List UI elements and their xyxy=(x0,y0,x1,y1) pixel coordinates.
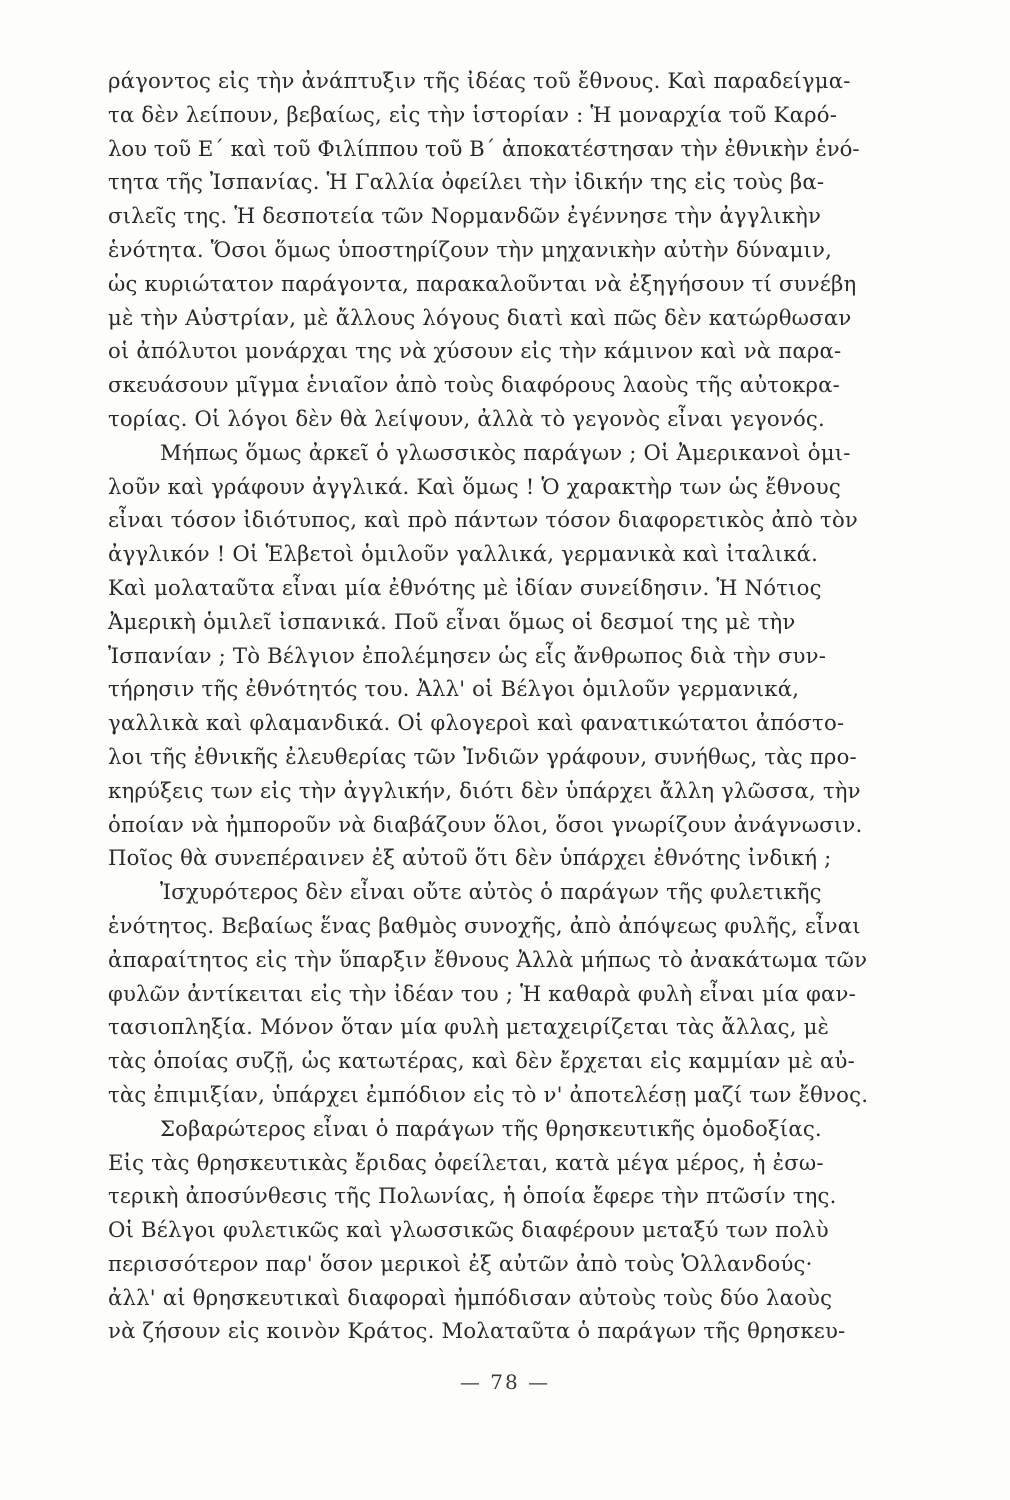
text-line: Καὶ μολαταῦτα εἶναι μία ἐθνότης μὲ ἰδίαν συνείδησιν. Ἡ Νότιος xyxy=(108,574,822,600)
paragraph-first-line: Ἰσχυρότερος δὲν εἶναι οὔτε αὐτὸς ὁ παράγων τῆς φυλετικῆς xyxy=(160,879,822,905)
page-number: — 78 — xyxy=(459,1370,551,1394)
text-line: λου τοῦ Ε΄ καὶ τοῦ Φιλίππου τοῦ Β΄ ἀποκατέστησαν τὴν ἐθνικὴν ἑνό- xyxy=(108,135,860,161)
text-line: περισσότερον παρ' ὅσον μερικοὶ ἐξ αὐτῶν ἀπὸ τοὺς Ὁλλανδούς· xyxy=(108,1250,813,1276)
text-line: λοι τῆς ἐθνικῆς ἐλευθερίας τῶν Ἰνδιῶν γράφουν, συνήθως, τὰς προ- xyxy=(108,743,857,769)
text-line: τὰς ἐπιμιξίαν, ὑπάρχει ἐμπόδιον εἰς τὸ ν' ἀποτελέσῃ μαζί των ἔθνος. xyxy=(108,1081,869,1107)
text-line: σκευάσουν μῖγμα ἑνιαῖον ἀπὸ τοὺς διαφόρους λαοὺς τῆς αὐτοκρα- xyxy=(108,372,841,398)
text-line: ἀγγλικόν ! Οἱ Ἑλβετοὶ ὁμιλοῦν γαλλικά, γερμανικὰ καὶ ἰταλικά. xyxy=(108,541,819,567)
text-line: φυλῶν ἀντίκειται εἰς τὴν ἰδέαν του ; Ἡ καθαρὰ φυλὴ εἶναι μία φαν- xyxy=(108,980,856,1006)
text-line: μὲ τὴν Αὐστρίαν, μὲ ἄλλους λόγους διατὶ καὶ πῶς δὲν κατώρθωσαν xyxy=(108,304,852,330)
text-line: ἀπαραίτητος εἰς τὴν ὕπαρξιν ἔθνους Ἀλλὰ μήπως τὸ ἀνακάτωμα τῶν xyxy=(108,946,868,972)
text-line: τητα τῆς Ἰσπανίας. Ἡ Γαλλία ὀφείλει τὴν ἰδικήν της εἰς τοὺς βα- xyxy=(108,169,825,195)
text-line: ἀλλ' αἱ θρησκευτικαὶ διαφοραὶ ἠμπόδισαν αὐτοὺς τοὺς δύο λαοὺς xyxy=(108,1284,833,1310)
text-line: τὰς ὁποίας συζῇ, ὡς κατωτέρας, καὶ δὲν ἔρχεται εἰς καμμίαν μὲ αὐ- xyxy=(108,1048,855,1074)
text-line: ἑνότητος. Βεβαίως ἕνας βαθμὸς συνοχῆς, ἀπὸ ἀπόψεως φυλῆς, εἶναι xyxy=(108,912,861,938)
paragraph-first-line: Σοβαρώτερος εἶναι ὁ παράγων τῆς θρησκευτικῆς ὁμοδοξίας. xyxy=(160,1115,822,1141)
text-line: σιλεῖς της. Ἡ δεσποτεία τῶν Νορμανδῶν ἐγέννησε τὴν ἀγγλικὴν xyxy=(108,203,822,229)
text-line: Ἀμερικὴ ὁμιλεῖ ἰσπανικά. Ποῦ εἶναι ὅμως οἱ δεσμοί της μὲ τὴν xyxy=(108,608,796,634)
text-line: οἱ ἀπόλυτοι μονάρχαι της νὰ χύσουν εἰς τὴν κάμινον καὶ νὰ παρα- xyxy=(108,338,842,364)
text-line: κηρύξεις των εἰς τὴν ἀγγλικήν, διότι δὲν ὑπάρχει ἄλλη γλῶσσα, τὴν xyxy=(108,777,861,803)
text-line: γαλλικὰ καὶ φλαμανδικά. Οἱ φλογεροὶ καὶ φανατικώτατοι ἀπόστο- xyxy=(108,710,845,736)
text-line: Οἱ Βέλγοι φυλετικῶς καὶ γλωσσικῶς διαφέρουν μεταξύ των πολὺ xyxy=(108,1217,829,1243)
paragraph-first-line: Μήπως ὅμως ἀρκεῖ ὁ γλωσσικὸς παράγων ; Οἱ Ἀμερικανοὶ ὁμι- xyxy=(160,439,851,465)
text-line: τερικὴ ἀποσύνθεσις τῆς Πολωνίας, ἡ ὁποία ἔφερε τὴν πτῶσίν της. xyxy=(108,1183,837,1209)
text-line: τορίας. Οἱ λόγοι δὲν θὰ λείψουν, ἀλλὰ τὸ γεγονὸς εἶναι γεγονός. xyxy=(108,405,825,431)
text-line: τα δὲν λείπουν, βεβαίως, εἰς τὴν ἱστορίαν : Ἡ μοναρχία τοῦ Καρό- xyxy=(108,101,838,127)
text-line: ὡς κυριώτατον παράγοντα, παρακαλοῦνται νὰ ἐξηγήσουν τί συνέβη xyxy=(108,270,857,296)
text-line: ράγοντος εἰς τὴν ἀνάπτυξιν τῆς ἰδέας τοῦ ἔθνους. Καὶ παραδείγμα- xyxy=(108,68,851,93)
text-line: τήρησιν τῆς ἐθνότητός του. Ἀλλ' οἱ Βέλγοι ὁμιλοῦν γερμανικά, xyxy=(108,676,800,702)
text-line: τασιοπληξία. Μόνον ὅταν μία φυλὴ μεταχειρίζεται τὰς ἄλλας, μὲ xyxy=(108,1014,830,1040)
text-line: ὁποίαν νὰ ἠμποροῦν νὰ διαβάζουν ὅλοι, ὅσοι γνωρίζουν ἀνάγνωσιν. xyxy=(108,811,863,837)
text-line: νὰ ζήσουν εἰς κοινὸν Κράτος. Μολαταῦτα ὁ παράγων τῆς θρησκευ- xyxy=(108,1318,846,1344)
text-line: λοῦν καὶ γράφουν ἀγγλικά. Καὶ ὅμως ! Ὁ χαρακτὴρ των ὡς ἔθνους xyxy=(108,473,841,499)
text-line: Εἰς τὰς θρησκευτικὰς ἔριδας ὀφείλεται, κατὰ μέγα μέρος, ἡ ἐσω- xyxy=(108,1149,824,1175)
text-line: εἶναι τόσον ἰδιότυπος, καὶ πρὸ πάντων τόσον διαφορετικὸς ἀπὸ τὸν xyxy=(108,507,858,533)
text-line: Ἰσπανίαν ; Τὸ Βέλγιον ἐπολέμησεν ὡς εἷς ἄνθρωπος διὰ τὴν συν- xyxy=(108,642,827,668)
text-line: Ποῖος θὰ συνεπέραινεν ἐξ αὐτοῦ ὅτι δὲν ὑπάρχει ἐθνότης ἰνδική ; xyxy=(108,845,832,871)
text-line: ἑνότητα. Ὅσοι ὅμως ὑποστηρίζουν τὴν μηχανικὴν αὐτὴν δύναμιν, xyxy=(108,236,833,262)
body-text xyxy=(108,64,868,1348)
